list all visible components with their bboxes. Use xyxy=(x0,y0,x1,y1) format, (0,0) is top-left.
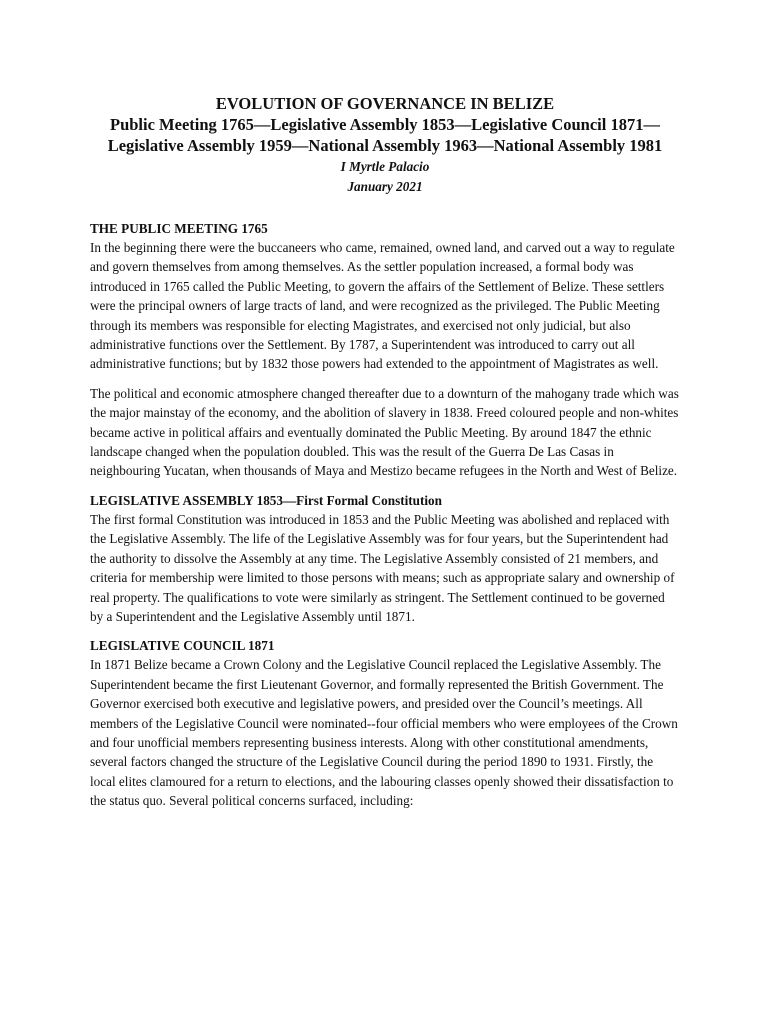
section-heading: LEGISLATIVE COUNCIL 1871 xyxy=(90,638,275,654)
body-paragraph: In the beginning there were the buccaneers who came, remained, owned land, and carved out a way to regulate and govern themselves from among themselves. As the settler population increased, a formal body was introduced in 1765 called the Public Meeting, to govern the affairs of the Settlement of Belize. These settlers were the principal owners of large tracts of land, and were recognized as the privileged. The Public Meeting through its members was responsible for electing Magistrates, and exercised not only judicial, but also administrative functions over the Settlement. By 1787, a Superintendent was introduced to carry out all administrative functions; but by 1832 those powers had extended to the appointment of Magistrates as well. xyxy=(90,240,675,372)
author-byline: I Myrtle Palacio xyxy=(340,159,430,174)
document-title: EVOLUTION OF GOVERNANCE IN BELIZE xyxy=(215,94,555,113)
section-legislative-council-1871 xyxy=(90,636,680,810)
section-heading: THE PUBLIC MEETING 1765 xyxy=(90,221,268,236)
section-heading: LEGISLATIVE ASSEMBLY 1853—First Formal Constitution xyxy=(90,492,442,508)
title-block xyxy=(90,94,680,197)
document-date: January 2021 xyxy=(347,179,423,194)
section-public-meeting xyxy=(90,219,680,481)
section-legislative-assembly-1853 xyxy=(90,491,680,626)
document-subtitle: Public Meeting 1765—Legislative Assembly 1853—Legislative Council 1871—Legislative Assembly 1959—National Assembly 1963—National Assembly 1981 xyxy=(107,115,663,155)
document-page xyxy=(90,94,680,821)
body-paragraph: In 1871 Belize became a Crown Colony and the Legislative Council replaced the Legislative Assembly. The Superintendent became the first Lieutenant Governor, and formally represented the British Government. The Governor exercised both executive and legislative powers, and presided over the Council’s meetings. All members of the Legislative Council were nominated--four official members who were employees of the Crown and four unofficial members representing business interests. Along with other constitutional amendments, several factors changed the structure of the Legislative Council during the period 1890 to 1931. Firstly, the local elites clamoured for a return to elections, and the labouring classes openly showed their dissatisfaction to the status quo. Several political concerns surfaced, including: xyxy=(90,657,678,809)
body-paragraph: The first formal Constitution was introduced in 1853 and the Public Meeting was abolished and replaced with the Legislative Assembly. The life of the Legislative Assembly was for four years, but the Superintendent had the authority to dissolve the Assembly at any time. The Legislative Assembly consisted of 21 members, and criteria for membership were limited to those persons with means; such as appropriate salary and ownership of real property. The qualifications to vote were similarly as stringent. The Settlement continued to be governed by a Superintendent and the Legislative Assembly until 1871. xyxy=(90,511,675,624)
body-paragraph: The political and economic atmosphere changed thereafter due to a downturn of the mahogany trade which was the major mainstay of the economy, and the abolition of slavery in 1838. Freed coloured people and non-whites became active in political affairs and eventually dominated the Public Meeting. By around 1847 the ethnic landscape changed when the population doubled. This was the result of the Guerra De Las Casas in neighbouring Yucatan, when thousands of Maya and Mestizo became refugees in the North and West of Belize. xyxy=(90,385,679,479)
